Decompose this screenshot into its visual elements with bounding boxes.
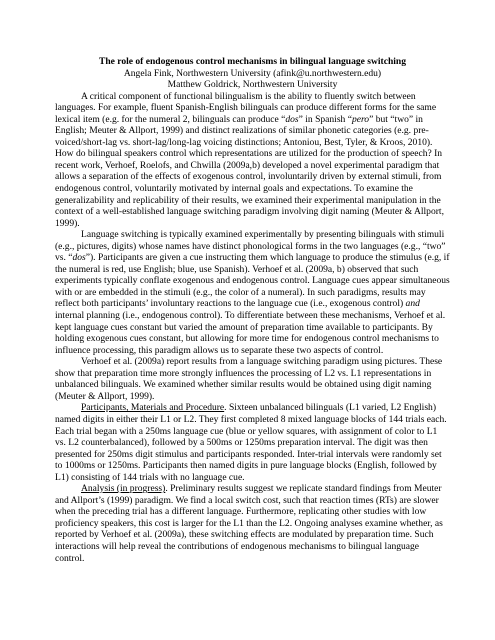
author-line-1: Angela Fink, Northwestern University (afink@u.northwestern.edu)	[123, 67, 382, 79]
italic-term: pero	[351, 113, 370, 125]
italic-term: dos	[285, 113, 299, 125]
paragraph-text: ”). Participants are given a cue instructing them which language to produce the stimulus (e.g, if the numeral is red, use English; blue, use Spanish). Verhoef et al. (2009a, b) observed that such experiments typically conflate exogenous and endogenous control. Language cues appear simultaneous with or are embedded in the stimuli (e.g., the color of a numeral). In such paradigms, results may reflect both participants’ involuntary reactions to the language cue (i.e., exogenous control)	[55, 252, 450, 310]
paragraph-verhoef: Verhoef et al. (2009a) report results from a language switching paradigm using pictures. These show that preparation time more strongly influences the processing of L2 vs. L1 representations in unbalanced bilinguals. We examined whether similar results would be obtained using digit naming (Meuter & Allport, 1999).	[55, 356, 443, 402]
paragraph-text: ” in Spanish “	[298, 113, 352, 125]
paragraph-text: Language switching is typically examined experimentally by presenting bilinguals with stimuli (e.g., pictures, digits) whose names have distinct phonological forms in the two languages (e.g., “two” vs. “	[55, 229, 446, 264]
paragraph-text: . Preliminary results suggest we replicate standard findings from Meuter and Allport’s (1999) paradigm. We find a local switch cost, such that reaction times (RTs) are slower when the preceding trial has a different language. Furthermore, replicating other studies with low proficiency speakers, this cost is larger for the L1 than the L2. Ongoing analyses examine whether, as reported by Verhoef et al. (2009a), these switching effects are modulated by preparation time. Such interactions will help reveal the contributions of endogenous mechanisms to bilingual language control.	[55, 483, 443, 564]
paragraph-text: internal planning (i.e., endogenous control). To differentiate between these mechanisms, Verhoef et al. kept language cues constant but varied the amount of preparation time available to participants. By holding exogenous cues constant, but allowing for more time for endogenous control mechanisms to influence processing, this paradigm allows us to separate these two aspects of control.	[55, 310, 446, 356]
document-title: The role of endogenous control mechanisms in bilingual language switching	[98, 56, 407, 67]
section-heading-analysis: Analysis (in progress)	[81, 483, 166, 495]
italic-term: dos	[72, 252, 86, 264]
paragraph-methods	[55, 402, 450, 483]
paragraph-introduction	[55, 91, 450, 230]
author-line-2: Matthew Goldrick, Northwestern University	[167, 79, 338, 91]
paragraph-switching	[55, 229, 450, 356]
paragraph-text: . Sixteen unbalanced bilinguals (L1 varied, L2 English) named digits in either their L1 or L2. They first completed 8 mixed language blocks of 144 trials each. Each trial began with a 250ms language cue (blue or yellow squares, with assignment of color to L1 vs. L2 counterbalanced), followed by a 500ms or 1250ms preparation interval. The digit was then presented for 250ms digit stimulus and participants responded. Inter-trial intervals were randomly set to 1000ms or 1250ms. Participants then named digits in pure language blocks (English, followed by L1) consisting of 144 trials with no language cue.	[55, 402, 447, 483]
paragraph-text: A critical component of functional bilingualism is the ability to fluently switch between languages. For example, fluent Spanish-English bilinguals can produce different forms for the same lexical item (e.g. for the numeral 2, bilinguals can produce “	[55, 90, 437, 125]
paragraph-text: ” but “two” in English; Meuter & Allport, 1999) and distinct realizations of similar phonetic categories (e.g. pre-voiced/short-lag vs. short-lag/long-lag voicing distinctions; Antoniou, Best, Tyler, & Kroos, 2010). How do bilingual speakers control which representations are utilized for the production of speech? In recent work, Verhoef, Roelofs, and Chwilla (2009a,b) developed a novel experimental paradigm that allows a separation of the effects of exogenous control, involuntarily driven by external stimuli, from endogenous control, voluntarily motivated by internal goals and expectations. To examine the generalizability and replicability of their results, we examined their experimental manipulation in the context of a well-established language switching paradigm involving digit naming (Meuter & Allport, 1999).	[55, 113, 444, 229]
italic-term: and	[405, 298, 420, 310]
section-heading-methods: Participants, Materials and Procedure	[81, 402, 225, 414]
paragraph-analysis	[55, 483, 450, 564]
abstract-page	[55, 56, 450, 564]
